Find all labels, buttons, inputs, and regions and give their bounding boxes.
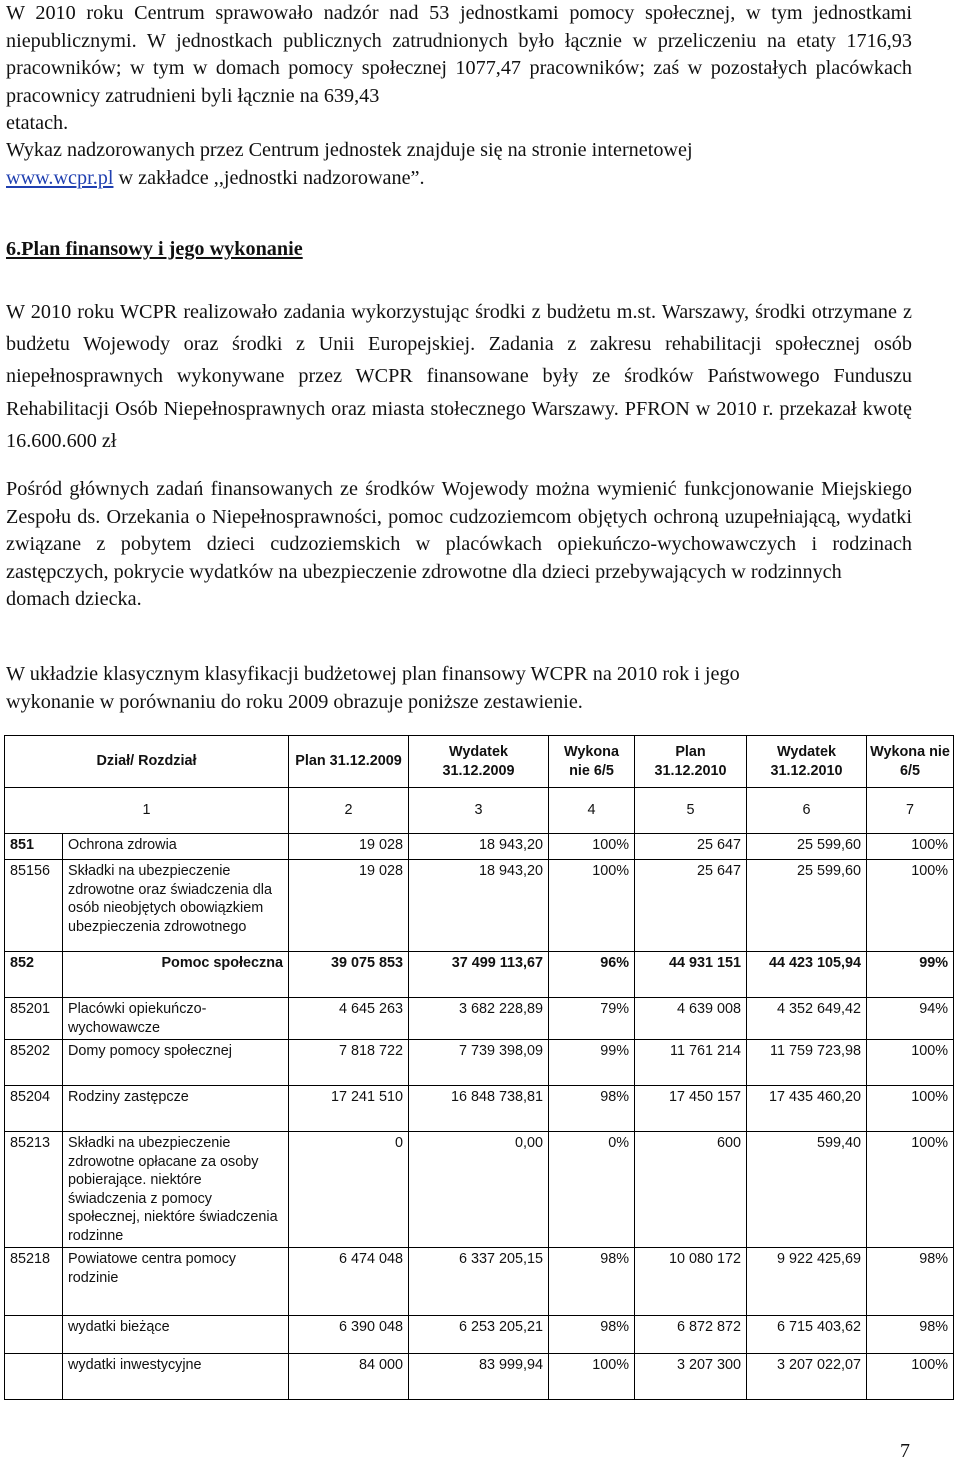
voivode-tasks-text: Pośród głównych zadań finansowanych ze środków Wojewody można wymienić funkcjonowanie Miejskiego Zespołu ds. Orzekania o Niepełnosprawności, pomoc cudzoziemcom objętych ochroną uzupełniającą, wydatki związane z pobytem dzieci cudzoziemskich w placówkach opiekuńczo-wychowawczych i rodzinach zastępczych, pokrycie wydatków na ubezpieczenie zdrowotne dla dzieci przebywających w rodzinnych: [6, 478, 912, 583]
row-code: [5, 1354, 63, 1400]
row-value: 99%: [549, 1040, 635, 1086]
row-value: 17 241 510: [289, 1086, 409, 1132]
row-value: 83 999,94: [409, 1354, 549, 1400]
header-expense-2009: Wydatek 31.12.2009: [409, 736, 549, 788]
row-code: 85218: [5, 1248, 63, 1316]
funding-paragraph: W 2010 roku WCPR realizowało zadania wykorzystując środki z budżetu m.st. Warszawy, środki otrzymane z budżetu Wojewody oraz środki z Unii Europejskiej. Zadania z zakresu rehabilitacji społecznej osób niepełnosprawnych wykonywane przez WCPR finansowane były ze środków Państwowego Funduszu Rehabilitacji Osób Niepełnosprawnych oraz miasta stołecznego Warszawy. PFRON w 2010 r. przekazał kwotę 16.600.600 zł: [6, 301, 912, 452]
table-row: [5, 1248, 954, 1316]
header-execution-2010: Wykona nie 6/5: [867, 736, 954, 788]
row-name: wydatki bieżące: [63, 1316, 289, 1354]
col-number: 2: [289, 788, 409, 834]
row-value: 10 080 172: [635, 1248, 747, 1316]
row-value: 98%: [549, 1316, 635, 1354]
row-value: 599,40: [747, 1132, 867, 1248]
row-value: 0: [289, 1132, 409, 1248]
row-name: Powiatowe centra pomocy rodzinie: [63, 1248, 289, 1316]
col-number: 4: [549, 788, 635, 834]
col-number: 5: [635, 788, 747, 834]
row-value: 600: [635, 1132, 747, 1248]
row-value: 18 943,20: [409, 860, 549, 952]
row-value: 100%: [867, 1086, 954, 1132]
row-value: 100%: [867, 860, 954, 952]
column-number-row: [5, 788, 954, 834]
row-value: 4 645 263: [289, 998, 409, 1040]
row-code: [5, 1316, 63, 1354]
row-value: 18 943,20: [409, 834, 549, 860]
row-value: 16 848 738,81: [409, 1086, 549, 1132]
header-section: Dział/ Rozdział: [5, 736, 289, 788]
row-value: 4 639 008: [635, 998, 747, 1040]
row-code: 85201: [5, 998, 63, 1040]
row-value: 6 390 048: [289, 1316, 409, 1354]
row-code: 85213: [5, 1132, 63, 1248]
row-name: Składki na ubezpieczenie zdrowotne opłacane za osoby pobierające. niektóre świadczenia z pomocy społecznej, niektóre świadczenia rodzinne: [63, 1132, 289, 1248]
table-row: [5, 860, 954, 952]
table-header-row: [5, 736, 954, 788]
row-value: 94%: [867, 998, 954, 1040]
row-value: 6 253 205,21: [409, 1316, 549, 1354]
row-value: 0,00: [409, 1132, 549, 1248]
row-name: wydatki inwestycyjne: [63, 1354, 289, 1400]
row-value: 11 759 723,98: [747, 1040, 867, 1086]
row-value: 98%: [549, 1248, 635, 1316]
row-value: 0%: [549, 1132, 635, 1248]
intro-text: W 2010 roku Centrum sprawowało nadzór nad 53 jednostkami pomocy społecznej, w tym jednostkami niepublicznymi. W jednostkach publicznych zatrudnionych było łącznie w przeliczeniu na etaty 1716,93 pracowników; w tym w domach pomocy społecznej 1077,47 pracowników; zaś w pozostałych placówkach pracownicy zatrudnieni byli łącznie na 639,43: [6, 2, 912, 107]
row-value: 99%: [867, 952, 954, 998]
voivode-tasks-last: domach dziecka.: [6, 588, 142, 610]
table-intro-paragraph: [6, 661, 912, 716]
row-value: 25 599,60: [747, 834, 867, 860]
header-plan-2009: Plan 31.12.2009: [289, 736, 409, 788]
row-name: Pomoc społeczna: [63, 952, 289, 998]
row-value: 39 075 853: [289, 952, 409, 998]
row-code: 85202: [5, 1040, 63, 1086]
row-value: 100%: [549, 834, 635, 860]
table-row: [5, 834, 954, 860]
row-value: 4 352 649,42: [747, 998, 867, 1040]
row-value: 100%: [867, 1132, 954, 1248]
row-value: 100%: [549, 1354, 635, 1400]
row-code: 852: [5, 952, 63, 998]
row-code: 851: [5, 834, 63, 860]
table-row: [5, 1132, 954, 1248]
row-value: 3 207 022,07: [747, 1354, 867, 1400]
table-row: [5, 1316, 954, 1354]
table-row: [5, 1354, 954, 1400]
voivode-tasks-paragraph: [6, 476, 912, 614]
row-name: Domy pomocy społecznej: [63, 1040, 289, 1086]
row-value: 100%: [867, 1040, 954, 1086]
table-row: [5, 1040, 954, 1086]
row-name: Placówki opiekuńczo-wychowawcze: [63, 998, 289, 1040]
row-value: 96%: [549, 952, 635, 998]
col-number: 7: [867, 788, 954, 834]
section-heading: 6.Plan finansowy i jego wykonanie: [6, 238, 303, 260]
row-code: 85156: [5, 860, 63, 952]
row-value: 84 000: [289, 1354, 409, 1400]
row-value: 79%: [549, 998, 635, 1040]
table-row: [5, 1086, 954, 1132]
table-row: [5, 952, 954, 998]
header-expense-2010: Wydatek 31.12.2010: [747, 736, 867, 788]
units-list-text: Wykaz nadzorowanych przez Centrum jednostek znajduje się na stronie internetowej: [6, 139, 693, 161]
wcpr-link[interactable]: www.wcpr.pl: [6, 166, 114, 189]
table-intro-last: wykonanie w porównaniu do roku 2009 obrazuje poniższe zestawienie.: [6, 690, 583, 713]
row-value: 17 450 157: [635, 1086, 747, 1132]
row-value: 98%: [867, 1316, 954, 1354]
row-name: Składki na ubezpieczenie zdrowotne oraz świadczenia dla osób nieobjętych obowiązkiem ubezpieczenia zdrowotnego: [63, 860, 289, 952]
row-value: 44 931 151: [635, 952, 747, 998]
row-code: 85204: [5, 1086, 63, 1132]
row-value: 44 423 105,94: [747, 952, 867, 998]
col-number: 1: [5, 788, 289, 834]
table-row: [5, 998, 954, 1040]
table-intro-text: W układzie klasycznym klasyfikacji budżetowej plan finansowy WCPR na 2010 rok i jego: [6, 663, 740, 685]
row-value: 7 818 722: [289, 1040, 409, 1086]
header-execution-2009: Wykona nie 6/5: [549, 736, 635, 788]
row-value: 6 872 872: [635, 1316, 747, 1354]
row-value: 3 682 228,89: [409, 998, 549, 1040]
row-value: 98%: [549, 1086, 635, 1132]
intro-text-last: etatach.: [6, 112, 69, 134]
row-value: 11 761 214: [635, 1040, 747, 1086]
row-value: 100%: [549, 860, 635, 952]
row-value: 100%: [867, 1354, 954, 1400]
row-value: 19 028: [289, 834, 409, 860]
financial-plan-table: [4, 735, 954, 1400]
row-value: 6 715 403,62: [747, 1316, 867, 1354]
row-value: 3 207 300: [635, 1354, 747, 1400]
row-value: 25 599,60: [747, 860, 867, 952]
row-value: 6 474 048: [289, 1248, 409, 1316]
col-number: 6: [747, 788, 867, 834]
row-value: 7 739 398,09: [409, 1040, 549, 1086]
row-value: 17 435 460,20: [747, 1086, 867, 1132]
row-value: 19 028: [289, 860, 409, 952]
units-list-suffix: w zakładce ,,jednostki nadzorowane”.: [113, 166, 425, 189]
row-name: Ochrona zdrowia: [63, 834, 289, 860]
row-value: 9 922 425,69: [747, 1248, 867, 1316]
row-value: 25 647: [635, 834, 747, 860]
row-value: 37 499 113,67: [409, 952, 549, 998]
intro-paragraph: [6, 0, 912, 138]
row-value: 6 337 205,15: [409, 1248, 549, 1316]
col-number: 3: [409, 788, 549, 834]
row-value: 25 647: [635, 860, 747, 952]
row-value: 100%: [867, 834, 954, 860]
row-value: 98%: [867, 1248, 954, 1316]
row-name: Rodziny zastępcze: [63, 1086, 289, 1132]
units-list-paragraph: [6, 137, 912, 192]
page-number: 7: [900, 1440, 910, 1462]
header-plan-2010: Plan 31.12.2010: [635, 736, 747, 788]
